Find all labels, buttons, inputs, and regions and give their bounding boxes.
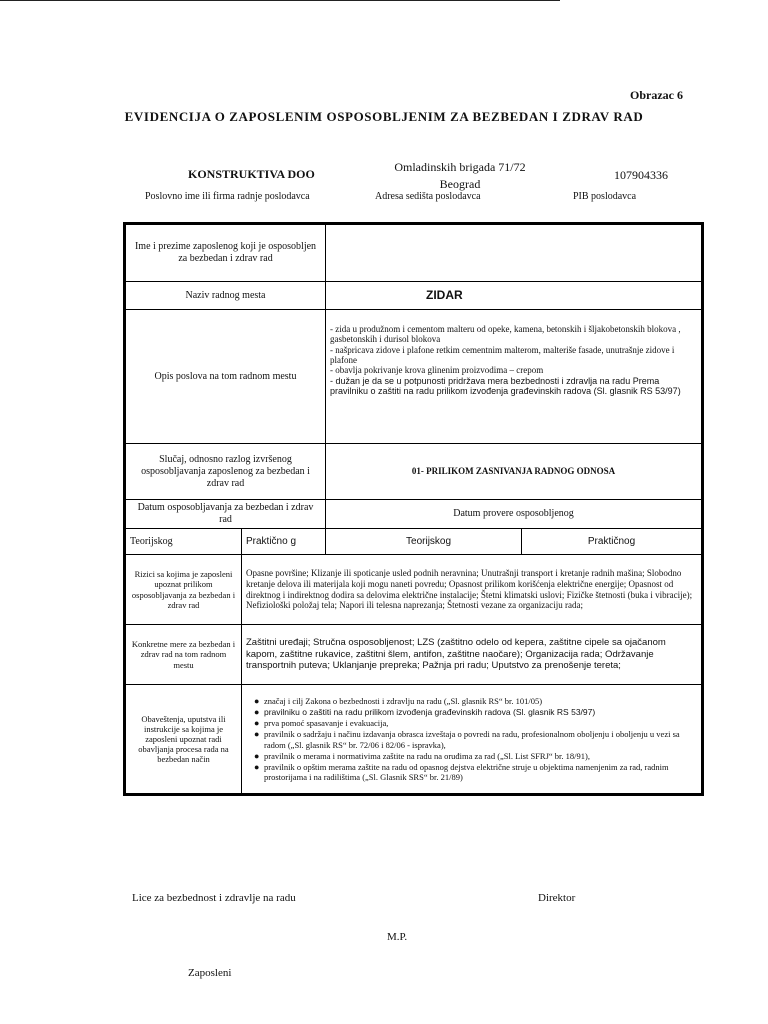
director-signature-label: Direktor xyxy=(538,892,576,904)
training-record-table xyxy=(123,222,704,796)
stamp-label: M.P. xyxy=(387,931,408,943)
risks-value: Opasne površine; Klizanje ili spoticanje usled podnih neravnina; Unutrašnji transport i kretanje radnih mašina; Slobodno kretanje delova ili materijala koji mogu naneti povredu; Opasnost prilikom korišćenja električne energije; Opasnost od direktnog i indirektnog dodira sa delovima električne instalacije; Štetni klimatski uslovi; Fizičke štetnosti (buka i vibracije); Nefiziološki položaj tela; Napori ili telesna naprezanja; Štetnosti vezane za organizaciju rada; xyxy=(242,555,703,625)
employee-signature-label: Zaposleni xyxy=(188,967,232,979)
job-title-label: Naziv radnog mesta xyxy=(125,282,326,310)
training-date-label: Datum osposobljavanja za bezbedan i zdrav rad xyxy=(125,500,326,529)
bullet-icon: ● xyxy=(254,729,260,740)
instructions-item: ● pravilnik o merama i normativima zaštite na radu na oruđima za rad („Sl. List SFRJ“ br. 18/91), xyxy=(254,750,590,761)
check-date-label: Datum provere osposobljenog xyxy=(326,500,703,529)
job-title-value: ZIDAR xyxy=(326,282,703,310)
instructions-item: ● pravilnik o opštim merama zaštite na radu od opasnog dejstva električne struje u objektima namenjenim za rad, radnim prostorijama i na radilištima („Sl. Glasnik SRS“ br. 21/89) xyxy=(254,761,669,783)
bullet-icon: ● xyxy=(254,695,260,706)
check-practice-label: Praktičnog xyxy=(522,529,703,555)
bullet-icon: ● xyxy=(254,706,260,717)
bullet-icon: ● xyxy=(254,750,260,761)
instructions-item: ● značaj i cilj Zakona o bezbednosti i zdravlju na radu („Sl. glasnik RS“ br. 101/05) xyxy=(254,695,543,706)
form-number: Obrazac 6 xyxy=(630,88,683,102)
job-description-value xyxy=(326,310,703,444)
instructions-item: ● pravilniku o zaštiti na radu prilikom izvođenja građevinskih radova (Sl. glasnik RS 53/97) xyxy=(254,706,596,717)
employer-name-caption: Poslovno ime ili firma radnje poslodavca xyxy=(145,191,310,202)
risks-label: Rizici sa kojima je zaposleni upoznat prilikom osposobljavanja za bezbedan i zdrav rad xyxy=(125,555,242,625)
instructions-item: ● pravilnik o sadržaju i načinu izdavanja obrasca izveštaja o povredi na radu, profesionalnom oboljenju i oboljenju u vezi sa radom („Sl. glasnik RS“ br. 72/06 i 82/06 - ispravka), xyxy=(254,729,680,750)
training-theory-label: Teorijskog xyxy=(125,529,242,555)
top-rule xyxy=(0,0,560,1)
employer-address-line1: Omladinskih brigada 71/72 xyxy=(394,160,526,174)
measures-value: Zaštitni uređaji; Stručna osposobljenost; LZS (zaštitno odelo od kepera, zaštitne cipele sa ojačanom kapom, zaštitne rukavice, zaštitni šlem, antifon, zaštitne naočare); Organizacija rada; Održavanje transportnih puteva; Uklanjanje prepreka; Pažnja pri radu; Uputstvo za prenošenje tereta; xyxy=(242,625,703,685)
instructions-value xyxy=(242,685,703,795)
bullet-icon: ● xyxy=(254,718,260,729)
employer-pib-caption: PIB poslodavca xyxy=(573,191,637,202)
training-reason-label: Slučaj, odnosno razlog izvršenog osposobljavanja zaposlenog za bezbedan i zdrav rad xyxy=(125,444,326,500)
employee-name-label: Ime i prezime zaposlenog koji je osposobljen za bezbedan i zdrav rad xyxy=(125,224,326,282)
employer-name: KONSTRUKTIVA DOO xyxy=(188,167,315,181)
employer-address-caption: Adresa sedišta poslodavca xyxy=(375,191,481,202)
measures-label: Konkretne mere za bezbedan i zdrav rad na tom radnom mestu xyxy=(125,625,242,685)
safety-person-signature-label: Lice za bezbednost i zdravlje na radu xyxy=(132,892,296,904)
training-reason-value: 01- PRILIKOM ZASNIVANJA RADNOG ODNOSA xyxy=(326,444,703,500)
job-description-line: - zida u produžnom i cementom malteru od opeke, kamena, betonskih i šljakobetonskih blokova , gasbetonskih i durisol blokova xyxy=(330,324,681,345)
employee-name-field[interactable] xyxy=(326,224,703,282)
training-practice-label: Praktično g xyxy=(242,529,326,555)
job-description-line: - našpricava zidove i plafone retkim cementnim malterom, malteriše fasade, unutrašnje zidove i plafone xyxy=(330,344,675,366)
employer-address-line2: Beograd xyxy=(439,177,481,191)
check-theory-label: Teorijskog xyxy=(326,529,522,555)
bullet-icon: ● xyxy=(254,761,260,772)
employer-pib: 107904336 xyxy=(614,168,668,182)
job-description-label: Opis poslova na tom radnom mestu xyxy=(125,310,326,444)
instructions-item: ● prva pomoć spasavanje i evakuacija, xyxy=(254,718,389,729)
job-description-line: - obavlja pokrivanje krova glinenim proizvodima – crepom xyxy=(330,365,544,376)
page-title: EVIDENCIJA O ZAPOSLENIM OSPOSOBLJENIM ZA BEZBEDAN I ZDRAV RAD xyxy=(124,109,644,124)
job-description-line: - dužan je da se u potpunosti pridržava mera bezbednosti i zdravlja na radu Prema pravilniku o zaštiti na radu prilikom izvođenja građevinskih radova (Sl. glasnik RS 53/97) xyxy=(330,375,681,397)
instructions-label: Obaveštenja, uputstva ili instrukcije sa kojima je zaposleni upoznat radi obavljanja procesa rada na bezbedan način xyxy=(125,685,242,795)
